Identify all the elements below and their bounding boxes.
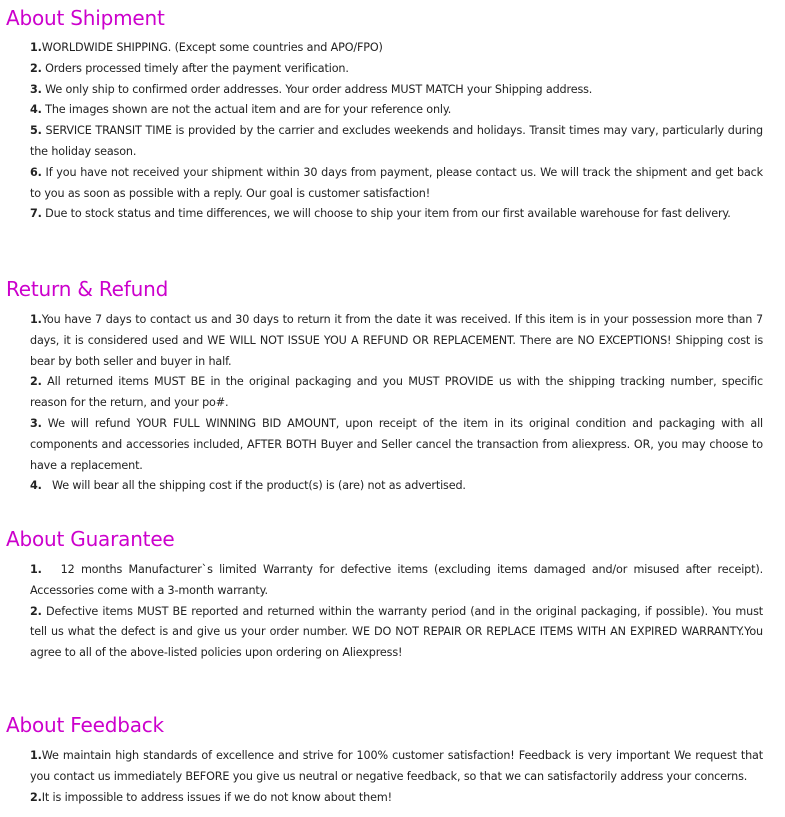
section-heading: About Guarantee	[6, 527, 175, 551]
list-item: 4. We will bear all the shipping cost if the product(s) is (are) not as advertised.	[30, 479, 466, 493]
list-item: 1.We maintain high standards of excellence and strive for 100% customer satisfaction! Feedback is very important We request that you contact us immediately BEFORE you give us neutral or negative feedback, so that we can satisfactorily address your concerns.	[30, 749, 763, 783]
feedback-section	[0, 712, 785, 808]
list-item: 1.You have 7 days to contact us and 30 days to return it from the date it was received. If this item is in your possession more than 7 days, it is considered used and WE WILL NOT ISSUE YOU A REFUND OR REPLACEMENT. There are NO EXCEPTIONS! Shipping cost is bear by both seller and buyer in half.	[30, 313, 763, 368]
list-item: 1. 12 months Manufacturer`s limited Warranty for defective items (excluding items damaged and/or misused after receipt). Accessories come with a 3-month warranty.	[30, 563, 763, 597]
list-item: 5. SERVICE TRANSIT TIME is provided by the carrier and excludes weekends and holidays. Transit times may vary, particularly during the holiday season.	[30, 124, 763, 158]
list-item: 6. If you have not received your shipment within 30 days from payment, please contact us. We will track the shipment and get back to you as soon as possible with a reply. Our goal is customer satisfaction!	[30, 165, 763, 200]
list-item: 1.WORLDWIDE SHIPPING. (Except some countries and APO/FPO)	[30, 41, 383, 54]
list-item: 2. Orders processed timely after the payment verification.	[30, 61, 349, 75]
list-item: 2.It is impossible to address issues if we do not know about them!	[30, 790, 392, 804]
list-item: 2. Defective items MUST BE reported and returned within the warranty period (and in the original packaging, if possible). You must tell us what the defect is and give us your order number. WE DO NOT REPAIR OR REPLACE ITEMS WITH AN EXPIRED WARRANTY.You agree to all of the above-listed policies upon ordering on Aliexpress!	[30, 604, 763, 660]
section-heading: About Shipment	[6, 6, 165, 30]
shipment-list	[0, 38, 785, 225]
list-item: 2. All returned items MUST BE in the original packaging and you MUST PROVIDE us with the shipping tracking number, specific reason for the return, and your po#.	[30, 375, 763, 410]
section-heading: About Feedback	[6, 713, 164, 737]
list-item: 4. The images shown are not the actual item and are for your reference only.	[30, 103, 452, 117]
list-item: 7. Due to stock status and time differences, we will choose to ship your item from our first available warehouse for fast delivery.	[30, 207, 731, 221]
return-refund-list	[0, 310, 785, 497]
shipment-section	[0, 5, 785, 225]
feedback-list	[0, 746, 785, 808]
list-item: 3. We will refund YOUR FULL WINNING BID AMOUNT, upon receipt of the item in its original condition and packaging with all components and accessories included, AFTER BOTH Buyer and Seller cancel the transaction from aliexpress. OR, you may choose to have a replacement.	[30, 416, 763, 472]
section-heading: Return & Refund	[6, 277, 169, 301]
guarantee-section	[0, 526, 785, 664]
return-refund-section	[0, 276, 785, 497]
list-item: 3. We only ship to confirmed order addresses. Your order address MUST MATCH your Shipping address.	[30, 82, 593, 96]
guarantee-list	[0, 560, 785, 664]
